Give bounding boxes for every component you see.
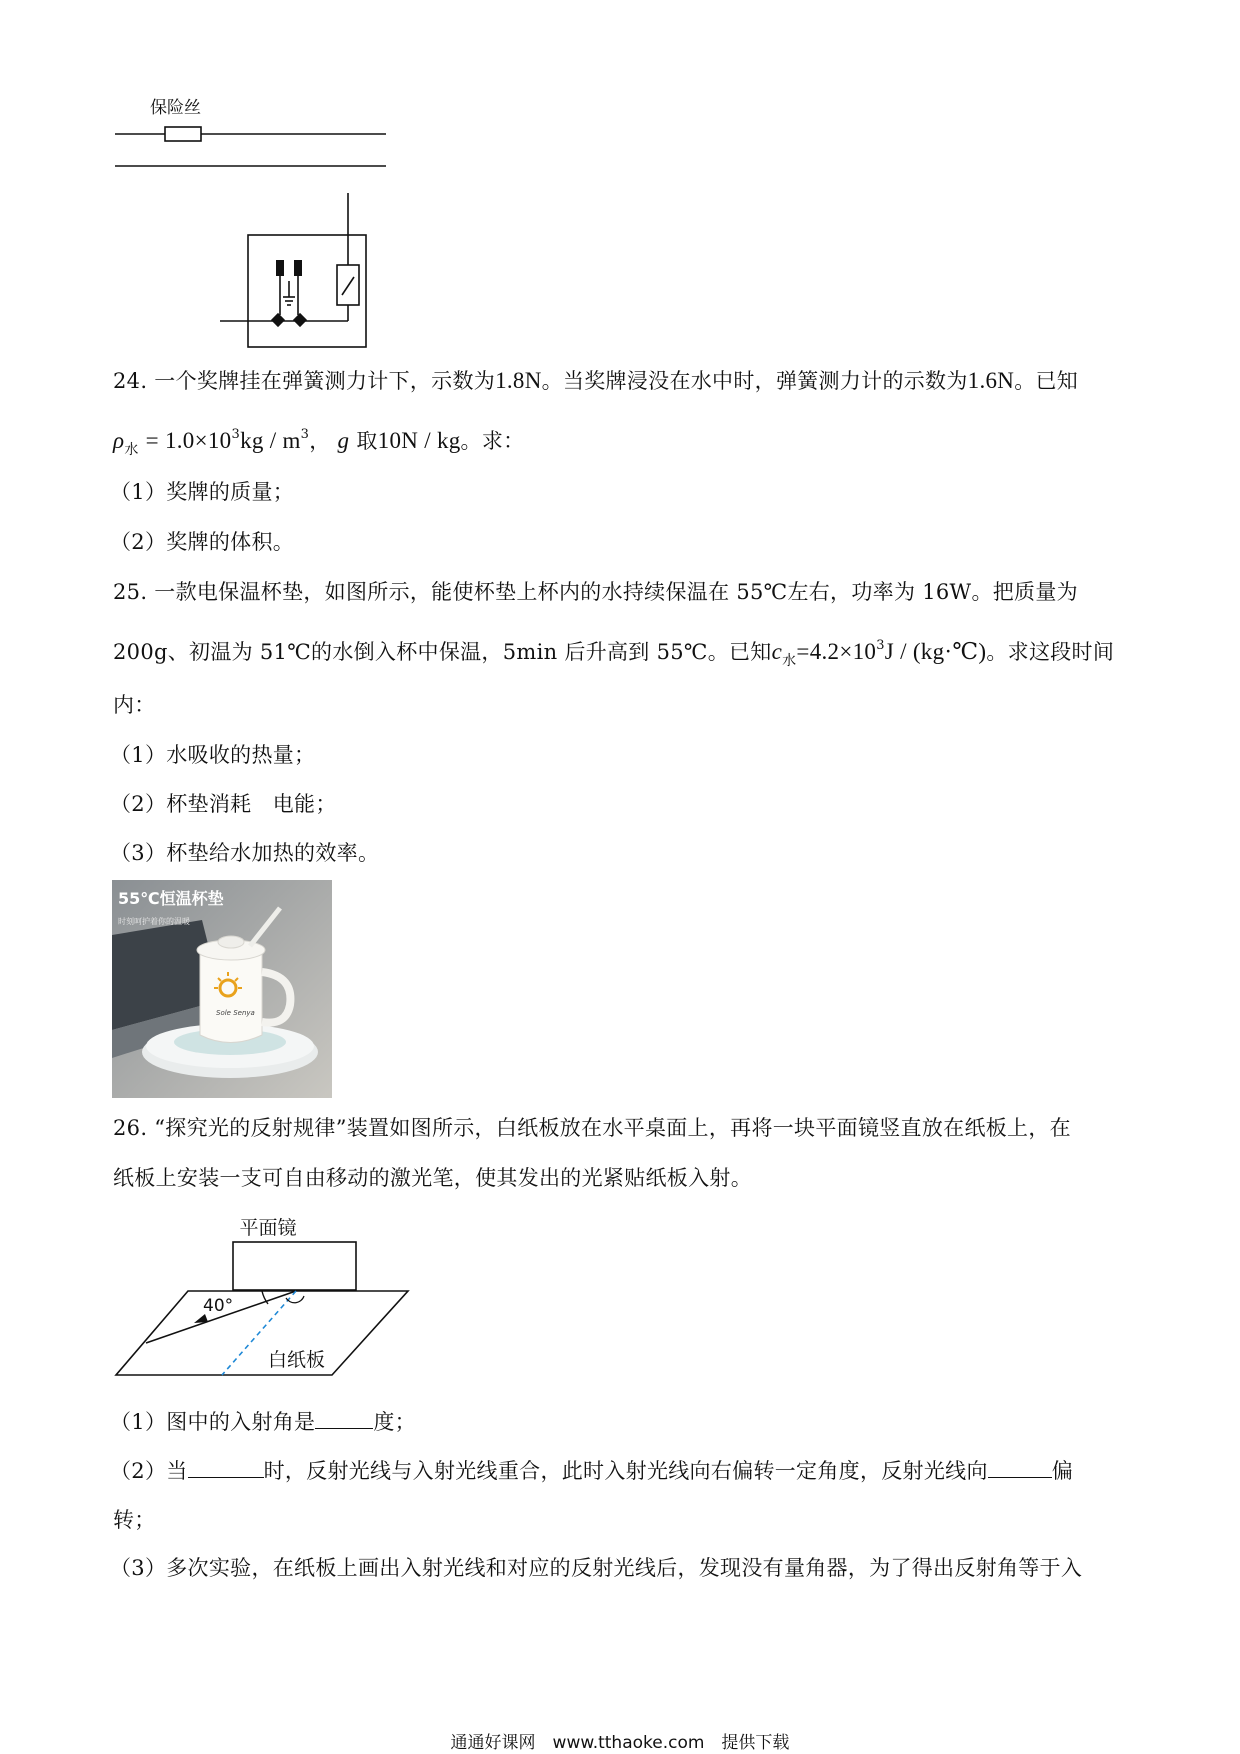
q24-sub2: （2）奖牌的体积。	[110, 530, 295, 554]
q25-sub1: （1）水吸收的热量；	[110, 743, 316, 767]
cup-warmer-photo	[112, 880, 332, 1098]
q26-sub1: （1）图中的入射角是 度；	[110, 1406, 416, 1437]
fuse-icon	[165, 127, 201, 141]
photo-headline: 55℃恒温杯垫	[118, 889, 224, 908]
answer-blank-1[interactable]	[315, 1406, 373, 1429]
q24-reading1: 1.8N	[495, 368, 542, 393]
answer-blank-2[interactable]	[188, 1455, 264, 1478]
q26-sub2: （2）当 时，反射光线与入射光线重合，此时入射光线向右偏转一定角度，反射光线向 偏	[110, 1455, 1073, 1486]
photo-caption: 时刻呵护着你的温暖	[118, 917, 190, 926]
answer-blank-3[interactable]	[988, 1455, 1052, 1478]
q24-sub1: （1）奖牌的质量；	[110, 480, 295, 504]
q25-sub3: （3）杯垫给水加热的效率。	[110, 841, 380, 865]
fuse-circuit-diagram	[110, 95, 400, 355]
plane-mirror	[233, 1242, 356, 1290]
q26-stem-line2: 纸板上安装一支可自由移动的激光笔，使其发出的光紧贴纸板入射。	[113, 1166, 752, 1190]
q25-stem-line1: 25. 一款电保温杯垫，如图所示，能使杯垫上杯内的水持续保温在 55℃左右，功率为 16W。把质量为	[113, 580, 1078, 604]
fuse-label: 保险丝	[150, 98, 201, 118]
q25-stem-line2: 200g、初温为 51℃的水倒入杯中保温，5min 后升高到 55℃。已知$c_水=4.2\times 10^3J$ / (kg·℃)。求这段时间	[113, 638, 1115, 669]
q25-stem-line3: 内：	[113, 693, 156, 717]
q25-sub2: （2）杯垫消耗 电能；	[110, 792, 337, 816]
q24-stem-line1: 24. 一个奖牌挂在弹簧测力计下，示数为1.8N。当奖牌浸没在水中时，弹簧测力计的示数为1.6N。已知	[113, 368, 1079, 393]
q26-sub3: （3）多次实验，在纸板上画出入射光线和对应的反射光线后，发现没有量角器，为了得出反射角等于入	[110, 1556, 1083, 1580]
q24-stem-line2: $\rho_水 = 1.0\times 10^3kg / m^3$， g 取10N / kg。求：	[113, 427, 525, 458]
q26-stem-line1: 26. “探究光的反射规律”装置如图所示，白纸板放在水平桌面上，再将一块平面镜竖直放在纸板上，在	[113, 1116, 1071, 1140]
socket-icon	[271, 260, 307, 327]
mirror-label: 平面镜	[239, 1217, 297, 1239]
q24-reading2: 1.6N	[967, 368, 1015, 393]
switch-icon	[337, 265, 359, 305]
page-footer: 通通好课网 www.tthaoke.com 提供下载	[450, 1733, 790, 1753]
q26-sub2-cont: 转；	[113, 1508, 156, 1532]
angle-label: 40°	[203, 1296, 234, 1316]
mug-text: Sole Senya	[216, 1009, 255, 1017]
mirror-reflection-diagram	[110, 1210, 420, 1385]
board-label: 白纸板	[268, 1349, 326, 1371]
